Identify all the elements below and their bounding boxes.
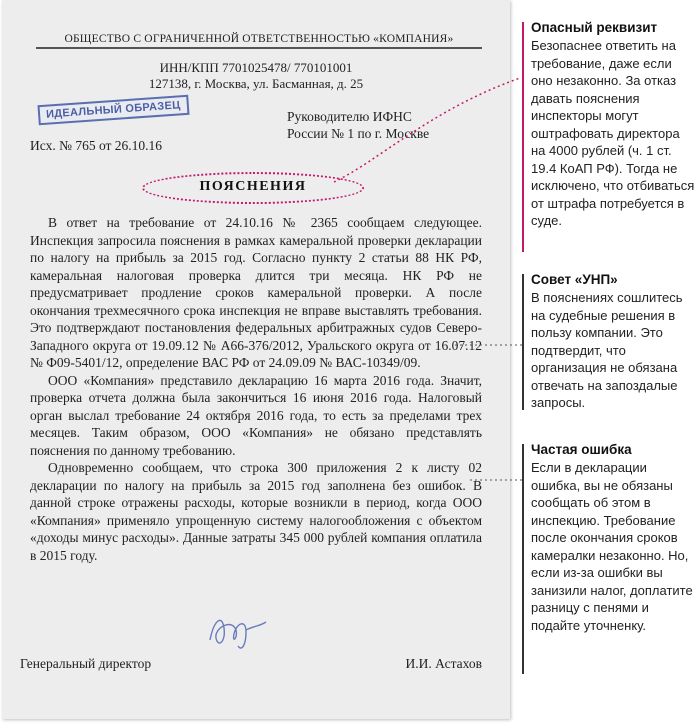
callout-title: Совет «УНП» [531, 272, 618, 287]
callout-title: Частая ошибка [531, 442, 632, 457]
callout-text: Безопаснее ответить на требование, даже если оно незаконно. За отказ давать пояснения инспекторы могут оштрафовать директора на 4000 рублей (ч. 1 ст. 19.4 КоАП РФ). Тогда не исключено, что отбиваться от штрафа потребуется в суде. [531, 38, 695, 228]
handwritten-signature [202, 600, 282, 660]
signer-position: Генеральный директор [20, 656, 152, 671]
callout-text: Если в декларации ошибка, вы не обязаны сообщать об этом в инспекцию. Требование после окончания сроков камералки незаконно. Но, если из-за ошибки вы занизили налог, доплатите разницу с пенями и подайте уточненку. [531, 460, 693, 633]
tax-ids: ИНН/КПП 7701025478/ 770101001 [159, 60, 353, 75]
signer-name: И.И. Астахов [405, 656, 482, 671]
title-block [142, 172, 364, 204]
sample-stamp: ИДЕАЛЬНЫЙ ОБРАЗЕЦ [37, 95, 189, 125]
callout-accent-bar [522, 444, 524, 674]
document-title: ПОЯСНЕНИЯ [199, 179, 307, 194]
org-name: ОБЩЕСТВО С ОГРАНИЧЕННОЙ ОТВЕТСТВЕННОСТЬЮ «КОМПАНИЯ» [64, 33, 454, 45]
letter-sheet [2, 0, 510, 719]
outgoing-number: Исх. № 765 от 26.10.16 [30, 138, 163, 153]
callout-text: В пояснениях сошлитесь на судебные решения в пользу компании. Это подтвердит, что организация не обязана отвечать на запоздалые запросы. [531, 290, 683, 410]
body-paragraph: ООО «Компания» представило декларацию 16 марта 2016 года. Значит, проверка отчета должна была закончиться 16 июня 2016 года. Налоговый орган выслал требование 24 октября 2016 года, то есть за пределами трех месяцев. Таким образом, ООО «Компания» не обязано представлять пояснения по данному требованию. [30, 372, 482, 458]
letter-body [30, 214, 482, 564]
body-paragraph: Одновременно сообщаем, что строка 300 приложения 2 к листу 02 декларации по налогу на прибыль за 2015 год заполнена без ошибок. В данной строке отражены расходы, которые возникли в период, когда ООО «Компания» применяло упрощенную систему налогообложения с объектом «доходы минус расходы». Данные затраты 345 000 рублей компания оплатила в 2015 году. [30, 460, 482, 563]
callout-title: Опасный реквизит [531, 20, 658, 35]
callout-common-mistake [531, 442, 696, 634]
callout-unp-advice [531, 272, 696, 412]
header-divider [36, 47, 482, 49]
address: 127138, г. Москва, ул. Басманная, д. 25 [148, 76, 364, 91]
recipient-line-2: России № 1 по г. Москве [287, 126, 430, 141]
callout-dangerous-requisite [531, 20, 696, 230]
recipient-line-1: Руководителю ИФНС [287, 109, 412, 124]
body-paragraph: В ответ на требование от 24.10.16 № 2365 сообщаем следующее. Инспекция запросила пояснения в рамках камеральной проверки декларации по налогу на прибыль за 2015 год. Согласно пункту 2 статьи 88 НК РФ, камеральная налоговая проверка длится три месяца. НК РФ не предусматривает продление сроков камеральной проверки. А после окончания трехмесячного срока инспекция не вправе выставлять требования. Это подтверждают постановления федеральных арбитражных судов Северо-Западного округа от 19.09.12 № А66-376/2012, Уральского округа от 16.07.12 № Ф09-5401/12, определение ВАС РФ от 24.09.09 № ВАС-10349/09. [30, 215, 482, 370]
recipient-block [287, 108, 429, 142]
callout-accent-bar [522, 274, 524, 410]
callout-accent-bar [522, 22, 524, 252]
